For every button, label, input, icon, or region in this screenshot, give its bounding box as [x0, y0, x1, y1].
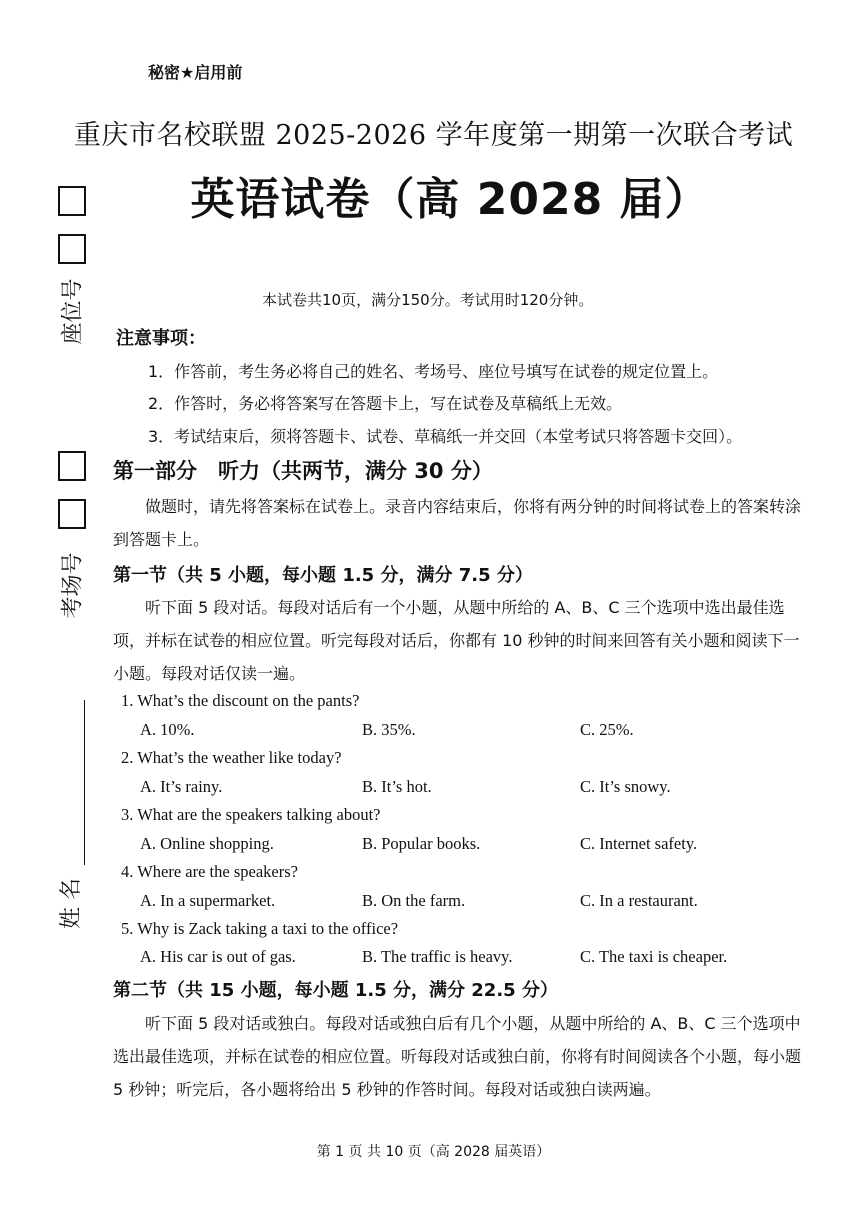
option-b[interactable]: B. 35%. [362, 720, 416, 739]
section1-instructions: 听下面 5 段对话。每段对话后有一个小题，从题中所给的 A、B、C 三个选项中选出最佳选项，并标在试卷的相应位置。听完每段对话后，你都有 10 秒钟的时间来回答有关小题和阅读下一小题。每段对话仅读一遍。 [113, 598, 800, 683]
note-item: 2．作答时，务必将答案写在答题卡上，写在试卷及草稿纸上无效。 [148, 394, 623, 413]
option-b[interactable]: B. It’s hot. [362, 777, 432, 796]
notes-heading: 注意事项： [116, 328, 206, 349]
option-a[interactable]: A. Online shopping. [140, 834, 274, 853]
seat-number-box-2[interactable] [58, 234, 86, 264]
room-number-box-2[interactable] [58, 499, 86, 529]
option-c[interactable]: C. The taxi is cheaper. [580, 947, 728, 966]
section2-heading: 第二节（共 15 小题，每小题 1.5 分，满分 22.5 分） [113, 980, 558, 1001]
section1-heading: 第一节（共 5 小题，每小题 1.5 分，满分 7.5 分） [113, 565, 533, 586]
option-b[interactable]: B. Popular books. [362, 834, 481, 853]
option-b[interactable]: B. The traffic is heavy. [362, 947, 513, 966]
option-b[interactable]: B. On the farm. [362, 891, 466, 910]
exam-subtitle: 重庆市名校联盟 2025-2026 学年度第一期第一次联合考试 [73, 120, 794, 151]
confidential-label: 秘密★启用前 [148, 63, 243, 82]
question: 1. What’s the discount on the pants? [121, 691, 360, 710]
option-a[interactable]: A. It’s rainy. [140, 777, 223, 796]
room-number-label: 考场号 [60, 552, 86, 619]
option-a[interactable]: A. In a supermarket. [140, 891, 276, 910]
option-c[interactable]: C. In a restaurant. [580, 891, 698, 910]
room-number-box-1[interactable] [58, 451, 86, 481]
note-item: 3．考试结束后，须将答题卡、试卷、草稿纸一并交回（本堂考试只将答题卡交回）。 [148, 427, 743, 446]
note-item: 1．作答前，考生务必将自己的姓名、考场号、座位号填写在试卷的规定位置上。 [148, 362, 719, 381]
question: 3. What are the speakers talking about? [121, 805, 381, 824]
option-c[interactable]: C. 25%. [580, 720, 634, 739]
question: 2. What’s the weather like today? [121, 748, 342, 767]
option-a[interactable]: A. His car is out of gas. [140, 947, 296, 966]
option-c[interactable]: C. It’s snowy. [580, 777, 671, 796]
option-c[interactable]: C. Internet safety. [580, 834, 698, 853]
question: 4. Where are the speakers? [121, 862, 298, 881]
question: 5. Why is Zack taking a taxi to the office? [121, 919, 399, 938]
part-intro: 做题时，请先将答案标在试卷上。录音内容结束后，你将有两分钟的时间将试卷上的答案转涂到答题卡上。 [113, 497, 802, 549]
seat-number-label: 座位号 [60, 278, 86, 345]
option-a[interactable]: A. 10%. [140, 720, 195, 739]
section2-instructions: 听下面 5 段对话或独白。每段对话或独白后有几个小题，从题中所给的 A、B、C 三个选项中选出最佳选项，并标在试卷的相应位置。听每段对话或独白前，你将有时间阅读各个小题，每小题 5 秒钟；听完后，各小题将给出 5 秒钟的作答时间。每段对话或独白读两遍。 [113, 1014, 802, 1099]
page-footer: 第 1 页 共 10 页（高 2028 届英语） [316, 1144, 551, 1160]
name-fill-line[interactable] [84, 700, 85, 865]
exam-title: 英语试卷（高 2028 届） [190, 174, 710, 225]
exam-info: 本试卷共10页，满分150分。考试用时120分钟。 [262, 291, 594, 309]
name-label: 姓 名 [59, 878, 84, 929]
part-heading: 第一部分 听力（共两节，满分 30 分） [113, 459, 493, 483]
